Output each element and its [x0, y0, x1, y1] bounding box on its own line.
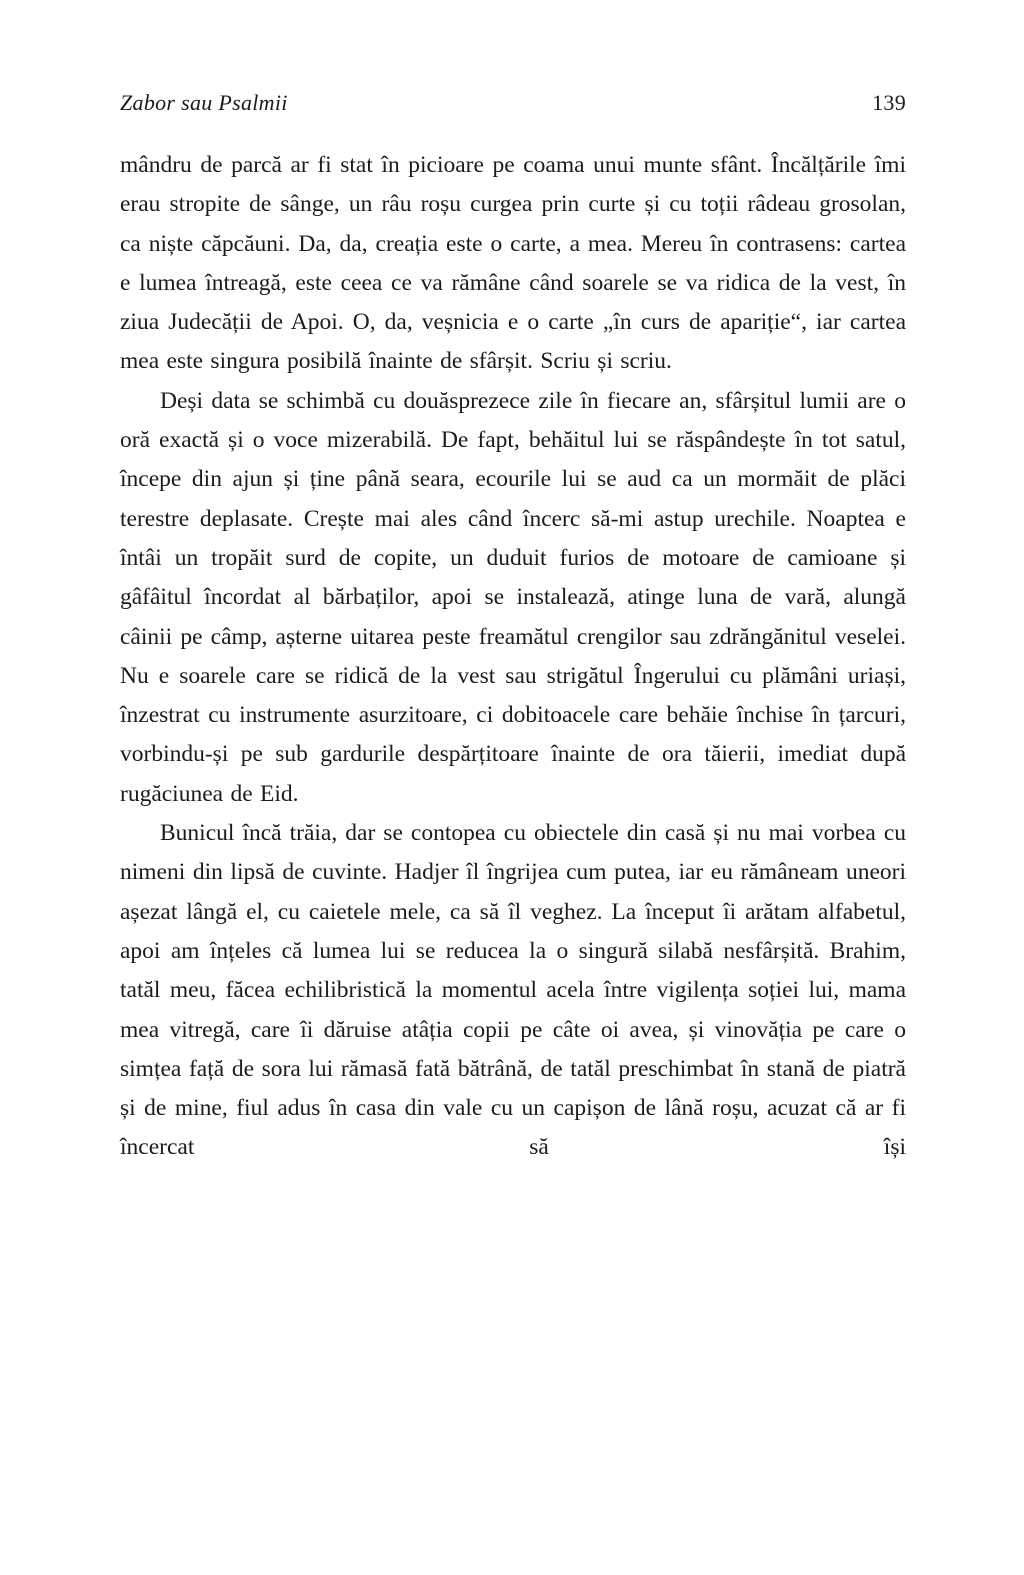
text-body: [120, 146, 906, 1168]
paragraph-2: Deși data se schimbă cu douăsprezece zile în fiecare an, sfârșitul lumii are o oră exactă și o voce mizerabilă. De fapt, behăitul lui se răspândește în tot satul, începe din ajun și ține până seara, ecourile lui se aud ca un mormăit de plăci terestre deplasate. Crește mai ales când încerc să-mi astup urechile. Noaptea e întâi un tropăit surd de copite, un duduit furios de motoare de camioane și gâfâitul încordat al bărbaților, apoi se instalează, atinge luna de vară, alungă câinii pe câmp, așterne uitarea peste freamătul crengilor sau zdrăngănitul veselei. Nu e soarele care se ridică de la vest sau strigătul Îngerului cu plămâni uriași, înzestrat cu instrumente asurzitoare, ci dobitoacele care behăie închise în țarcuri, vorbindu-și pe sub gardurile despărțitoare înainte de ora tăierii, imediat după rugăciunea de Eid.: [120, 387, 906, 807]
paragraph-1: mândru de parcă ar fi stat în picioare pe coama unui munte sfânt. Încălțările îmi erau stropite de sânge, un râu roșu curgea prin curte și cu toții râdeau grosolan, ca niște căpcăuni. Da, da, creația este o carte, a mea. Mereu în contrasens: cartea e lumea întreagă, este ceea ce va rămâne când soarele se va ridica de la vest, în ziua Judecății de Apoi. O, da, veșnicia e o carte „în curs de apariție“, iar cartea mea este singura posibilă înainte de sfârșit. Scriu și scriu.: [120, 152, 906, 375]
paragraph-3: Bunicul încă trăia, dar se contopea cu obiectele din casă și nu mai vorbea cu nimeni din lipsă de cuvinte. Hadjer îl îngrijea cum putea, iar eu rămâneam uneori așezat lângă el, cu caietele mele, ca să îl veghez. La început îi arătam alfabetul, apoi am înțeles că lumea lui se reducea la o singură silabă nesfârșită. Brahim, tatăl meu, făcea echilibristică la momentul acela între vigilența soției lui, mama mea vitregă, care îi dăruise atâția copii pe câte oi avea, și vinovăția pe care o simțea față de sora lui rămasă fată bătrână, de tatăl preschimbat în stană de piatră și de mine, fiul adus în casa din vale cu un capișon de lână roșu, acuzat că ar fi încercat să își: [120, 820, 906, 1161]
page-header: [120, 90, 906, 116]
page-number: 139: [872, 90, 906, 115]
running-title: Zabor sau Psalmii: [120, 90, 288, 115]
